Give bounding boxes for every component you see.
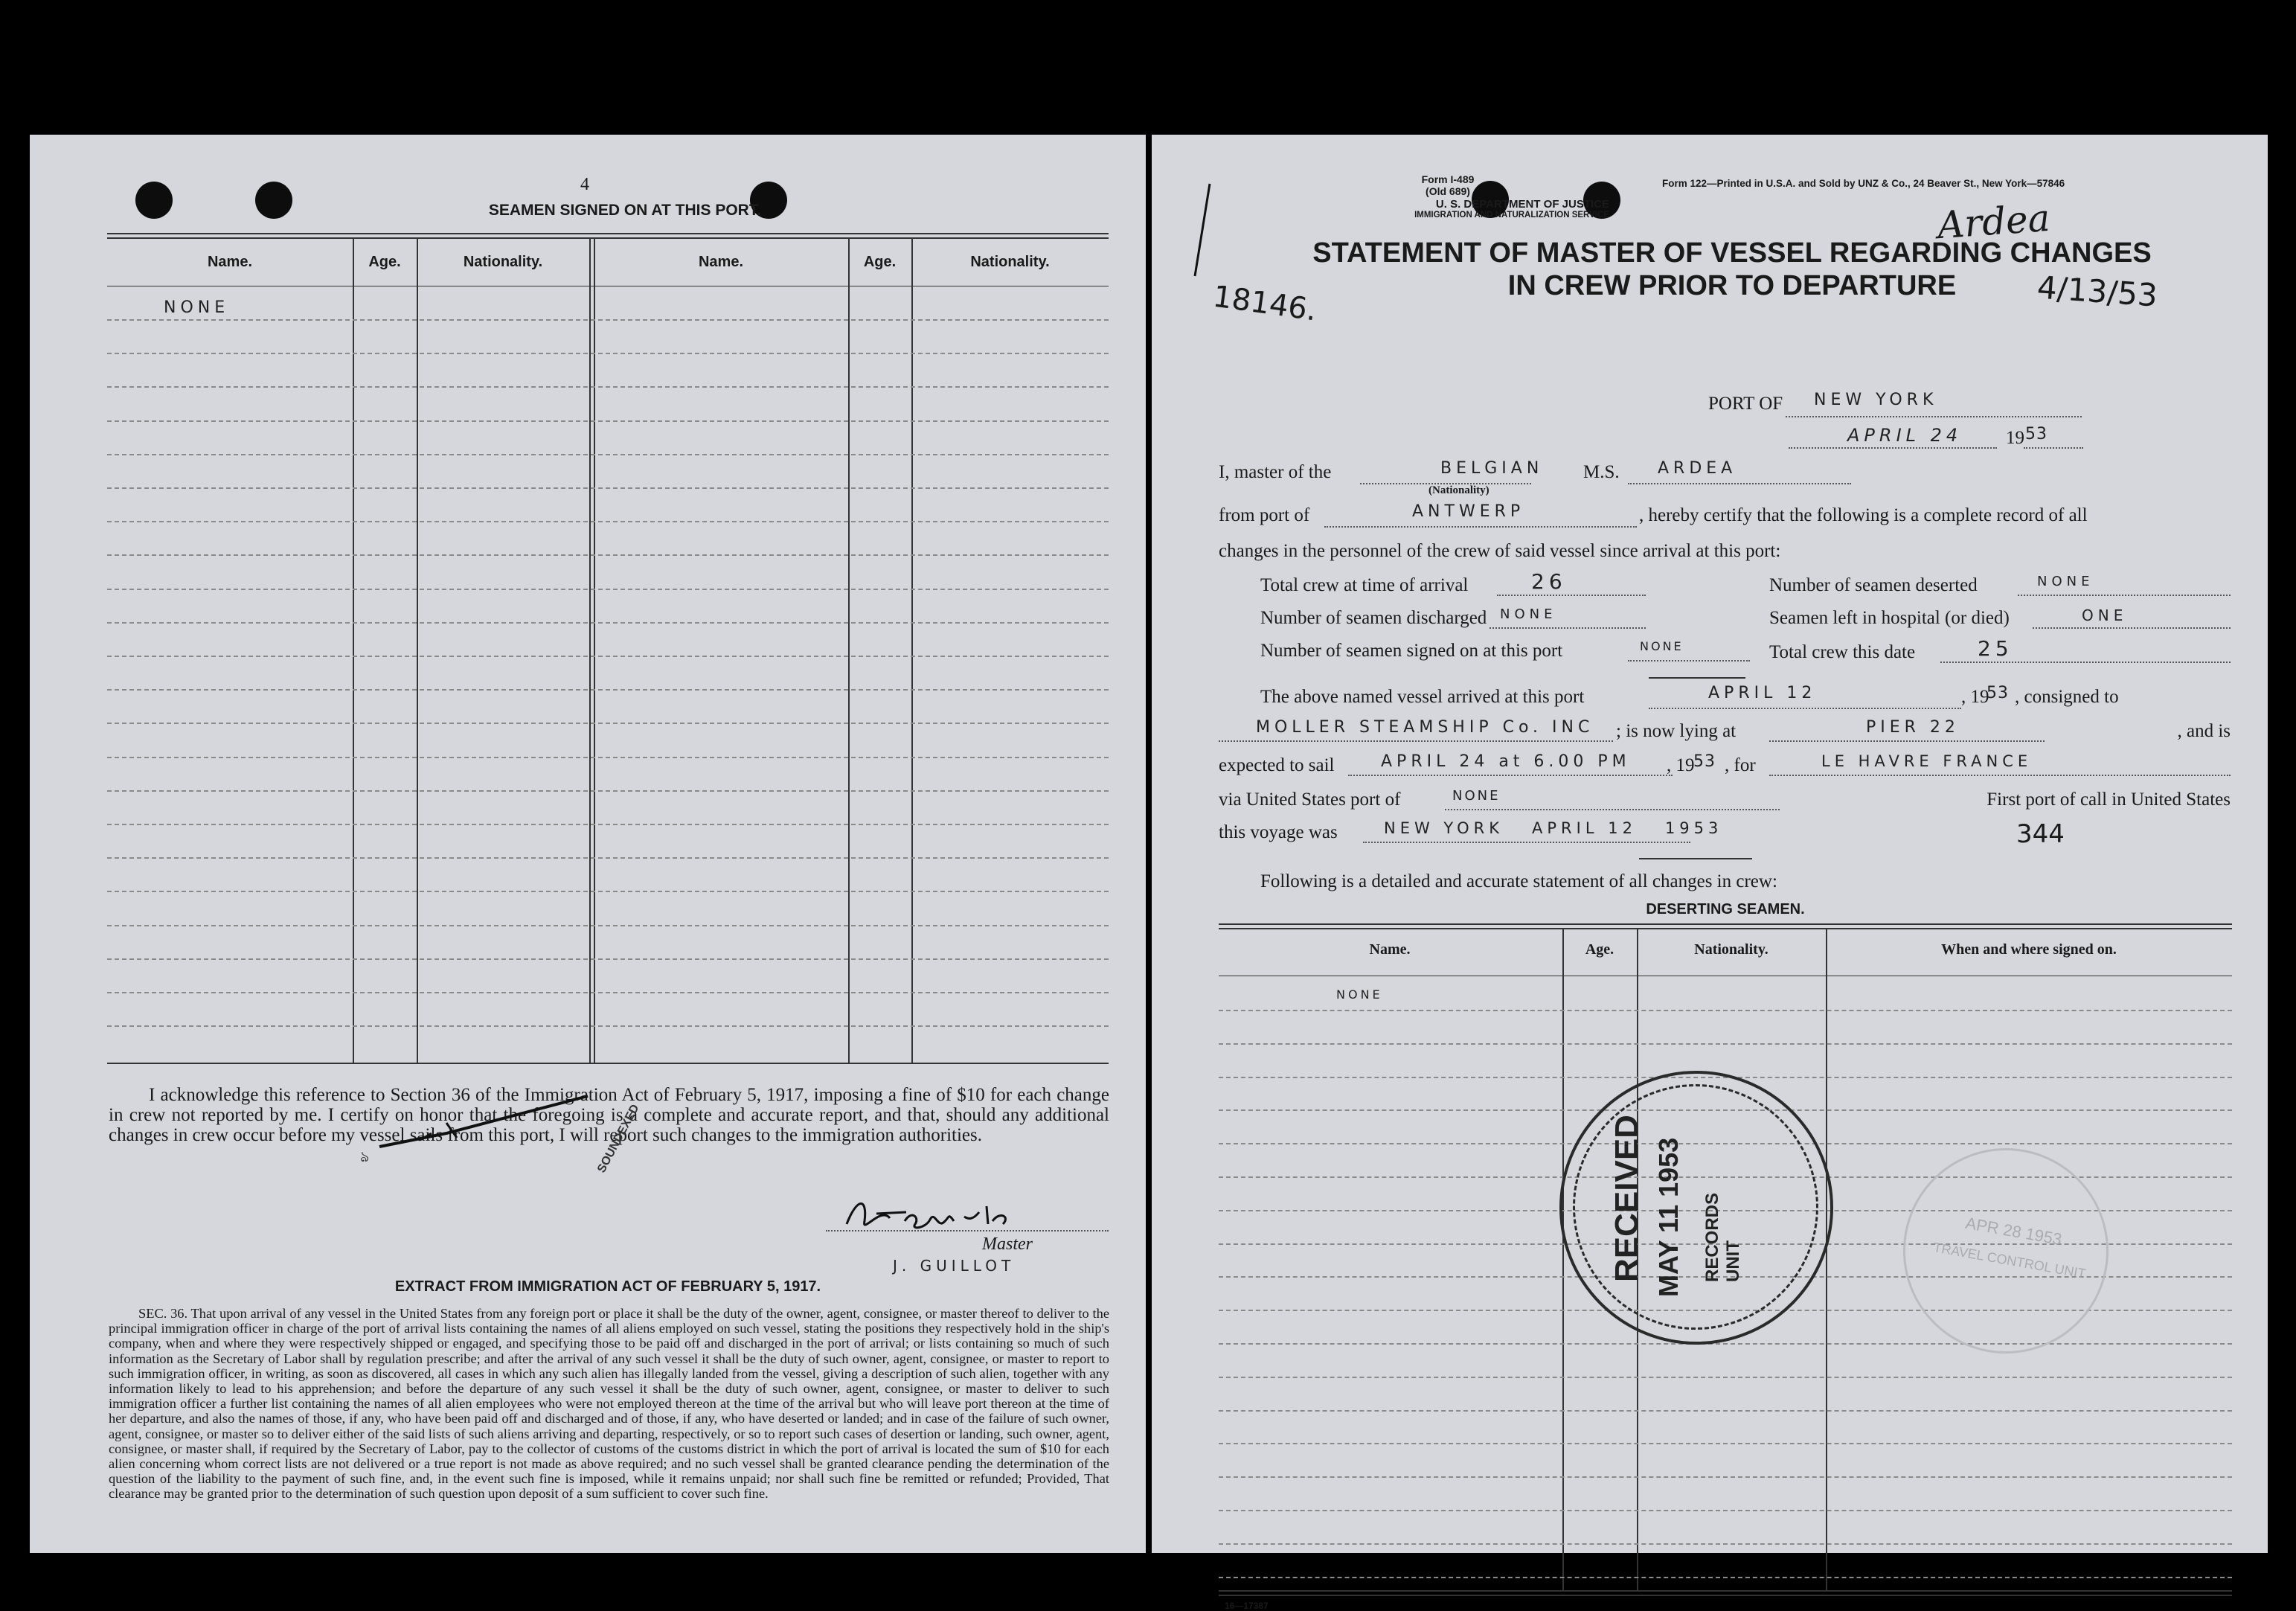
department: U. S. DEPARTMENT OF JUSTICE	[1435, 198, 1609, 211]
voyage-label: this voyage was	[1219, 822, 1338, 842]
voyage-value: NEW YORK APRIL 12 1953	[1384, 819, 1723, 837]
lying-value: PIER 22	[1866, 718, 1960, 737]
table-row	[1219, 1410, 2232, 1412]
stamp-date: APR 28 1953	[1963, 1213, 2064, 1249]
ship-type: M.S.	[1583, 462, 1620, 482]
arrived-year: 53	[1986, 684, 2009, 702]
acknowledgement-text: I acknowledge this reference to Section 36 of the Immigration Act of February 5, 1917, imposing a fine of $10 for each change in crew not reported by me. I certify on honor that the foregoing is a complete and accurate report, and that, should any additional changes in crew occur before my vessel sails from this port, I will report such changes to the immigration authorities.	[109, 1085, 1109, 1145]
date-value: APRIL 24	[1847, 425, 1963, 446]
page-title: SEAMEN SIGNED ON AT THIS PORT.	[488, 202, 762, 219]
table-row	[1219, 1010, 2232, 1011]
expected-value: APRIL 24 at 6.00 PM	[1381, 752, 1631, 771]
table-row	[1219, 1577, 2232, 1578]
port-label: PORT OF	[1708, 394, 1783, 414]
table-row	[107, 521, 1109, 522]
table-row	[1219, 1443, 2232, 1444]
column-header-nationality: Nationality.	[463, 254, 543, 270]
deserting-title: DESERTING SEAMEN.	[1646, 901, 1805, 917]
table-row	[1219, 1377, 2232, 1378]
column-header-age: Age.	[368, 254, 401, 270]
pen-mark	[357, 1050, 595, 1162]
via-value: NONE	[1452, 788, 1501, 804]
table-entry: NONE	[164, 298, 230, 317]
form-number: Form I-489	[1421, 173, 1475, 185]
arrived-label: The above named vessel arrived at this port	[1260, 687, 1585, 707]
margin-number: 344	[2016, 819, 2065, 849]
left-page	[30, 135, 1146, 1553]
lying-label: ; is now lying at	[1616, 721, 1737, 741]
consignee-value: MOLLER STEAMSHIP Co. INC	[1256, 718, 1594, 737]
table-row	[107, 554, 1109, 556]
total-crew-date-label: Total crew this date	[1769, 642, 1916, 662]
pen-mark	[1189, 179, 1219, 284]
table-row	[107, 319, 1109, 321]
stamp-date: MAY 11 1953	[1653, 1137, 1684, 1297]
table-row	[1219, 1043, 2232, 1045]
soundexed-stamp: SOUNDEXED	[595, 1102, 642, 1175]
stamp-received: RECEIVED	[1609, 1115, 1645, 1282]
discharged-label: Number of seamen discharged	[1260, 608, 1487, 628]
table-row	[1219, 1476, 2232, 1478]
form-old-number: (Old 689)	[1426, 185, 1470, 197]
column-header-age: Age.	[1585, 941, 1614, 958]
stamp-unit: RECORDS UNIT	[1702, 1192, 1743, 1282]
table-row	[107, 386, 1109, 388]
punch-hole	[135, 182, 173, 219]
vessel-note: Ardea	[1936, 196, 2052, 248]
printer-line: Form 122—Printed in U.S.A. and Sold by UNZ & Co., 24 Beaver St., New York—57846	[1662, 178, 2065, 189]
column-header-name: Name.	[698, 254, 744, 270]
master-of-label: I, master of the	[1219, 462, 1332, 482]
discharged-value: NONE	[1500, 606, 1557, 622]
column-header-nationality: Nationality.	[1694, 941, 1769, 958]
section-36-text: SEC. 36. That upon arrival of any vessel in the United States from any foreign port or place it shall be the duty of the owner, agent, consignee, or master thereof to deliver to the principal immigration officer in charge of the port of arrival lists containing the names of all aliens employed on such vessel, stating the positions they respectively hold in the ship's company, when and where they were respectively shipped or engaged, and specifying those to be paid off and discharged in the port of arrival; or lists containing so much of such information as the Secretary of Labor shall by regulation prescribe; and after the arrival of any such vessel it shall be the duty of such owner, agent, consignee, or master to report to such immigration officer, in writing, as soon as discovered, all cases in which any such alien has illegally landed from the vessel, giving a description of such alien, together with any information likely to lead to his apprehension; and before the departure of any such vessel it shall be the duty of such owner, agent, consignee, or master to deliver to such immigration officer a further list containing the names of all alien employees who were not employed thereon at the time of the arrival but who will leave port thereon at the time of her departure, and also the names of those, if any, who have been paid off and discharged and of those, if any, who have deserted or landed; and in case of the failure of such owner, agent, consignee, or master so to deliver either of the said lists of such aliens arriving and departing, respectively, or so to report such cases of desertion or landing, such owner, agent, consignee, or master shall, if required by the Secretary of Labor, pay to the collector of customs of the customs district in which the port of arrival is located the sum of $10 for each alien concerning whom correct lists are not delivered or a true report is not made as above required; and no such vessel shall be granted clearance pending the determination of the question of the liability to the payment of such fine, and, in the event such fine is imposed, while it remains unpaid; nor shall such fine be remitted or refunded; Provided, That clearance may be granted prior to the determination of such question upon deposit of a sum sufficient to cover such fine.	[109, 1306, 1109, 1502]
total-crew-arrival-value: 26	[1531, 569, 1567, 594]
table-row	[107, 958, 1109, 960]
table-entry: NONE	[1336, 987, 1383, 1002]
column-header-nationality: Nationality.	[970, 254, 1050, 270]
changes-text: changes in the personnel of the crew of said vessel since arrival at this port:	[1219, 541, 1781, 561]
sail-year-prefix: , 19	[1667, 755, 1695, 775]
master-name: J. GUILLOT	[893, 1257, 1016, 1275]
table-row	[107, 420, 1109, 422]
received-stamp	[1559, 1071, 1833, 1345]
certify-text: , hereby certify that the following is a complete record of all	[1639, 505, 2088, 525]
column-header-name: Name.	[1369, 941, 1411, 958]
svg-text:ঌ: ঌ	[360, 1147, 370, 1162]
hospital-label: Seamen left in hospital (or died)	[1769, 608, 2010, 628]
for-value: LE HAVRE FRANCE	[1821, 752, 2033, 770]
for-label: , for	[1725, 755, 1756, 775]
table-row	[107, 656, 1109, 657]
column-header-name: Name.	[207, 254, 253, 270]
following-text: Following is a detailed and accurate statement of all changes in crew:	[1260, 871, 1777, 891]
table-row	[107, 723, 1109, 724]
total-crew-arrival-label: Total crew at time of arrival	[1260, 575, 1469, 595]
table-row	[107, 757, 1109, 758]
page-number: 4	[580, 175, 589, 194]
table-row	[107, 622, 1109, 624]
signed-on-value: NONE	[1640, 639, 1684, 653]
table-row	[1219, 1510, 2232, 1511]
arrived-year-prefix: , 19	[1961, 687, 1989, 707]
stamp-text: TRAVEL CONTROL UNIT	[1932, 1240, 2087, 1281]
punch-hole	[255, 182, 292, 219]
master-label: Master	[982, 1234, 1033, 1254]
table-row	[107, 454, 1109, 455]
from-port-value: ANTWERP	[1412, 502, 1525, 521]
travel-control-stamp	[1903, 1148, 2109, 1354]
master-signature	[838, 1191, 1076, 1243]
table-row	[107, 353, 1109, 354]
table-row	[107, 1025, 1109, 1027]
table-row	[107, 925, 1109, 926]
extract-title: EXTRACT FROM IMMIGRATION ACT OF FEBRUARY 5, 1917.	[394, 1278, 821, 1295]
table-row	[1219, 1343, 2232, 1345]
table-row	[1219, 1543, 2232, 1545]
first-port-label: First port of call in United States	[1986, 790, 2231, 810]
nationality-value: BELGIAN	[1440, 459, 1544, 478]
signed-on-label: Number of seamen signed on at this port	[1260, 641, 1563, 661]
expected-label: expected to sail	[1219, 755, 1335, 775]
consigned-label: , consigned to	[2015, 687, 2119, 707]
year-prefix: 19	[2006, 428, 2024, 448]
footer-code: 16—17387	[1225, 1601, 1269, 1611]
table-row	[107, 790, 1109, 792]
ship-name: ARDEA	[1658, 459, 1737, 478]
hospital-value: ONE	[2082, 606, 2128, 624]
total-crew-date-value: 25	[1978, 636, 2013, 661]
table-row	[107, 487, 1109, 489]
arrived-value: APRIL 12	[1708, 684, 1817, 702]
sail-year: 53	[1693, 752, 1716, 771]
deserted-label: Number of seamen deserted	[1769, 575, 1978, 595]
port-value: NEW YORK	[1814, 391, 1938, 409]
date-note: 4/13/53	[2036, 269, 2159, 314]
form-title-line-2: IN CREW PRIOR TO DEPARTURE	[1507, 270, 1957, 301]
via-label: via United States port of	[1219, 790, 1401, 810]
service: IMMIGRATION AND NATURALIZATION SERVICE	[1414, 211, 1609, 220]
deserted-value: NONE	[2037, 574, 2094, 589]
table-row	[107, 689, 1109, 691]
table-row	[107, 857, 1109, 859]
table-row	[107, 824, 1109, 825]
table-row	[107, 589, 1109, 590]
column-header-signed-on: When and where signed on.	[1941, 941, 2117, 958]
table-row	[107, 891, 1109, 892]
nationality-label: (Nationality)	[1428, 484, 1489, 496]
table-row	[107, 992, 1109, 993]
column-header-age: Age.	[863, 254, 897, 270]
form-title-line-1: STATEMENT OF MASTER OF VESSEL REGARDING CHANGES	[1312, 237, 2152, 269]
from-port-label: from port of	[1219, 505, 1310, 525]
and-is-text: , and is	[2177, 721, 2231, 741]
file-number: 18146.	[1210, 279, 1319, 328]
right-page	[1152, 135, 2268, 1611]
year-value: 53	[2025, 425, 2048, 443]
